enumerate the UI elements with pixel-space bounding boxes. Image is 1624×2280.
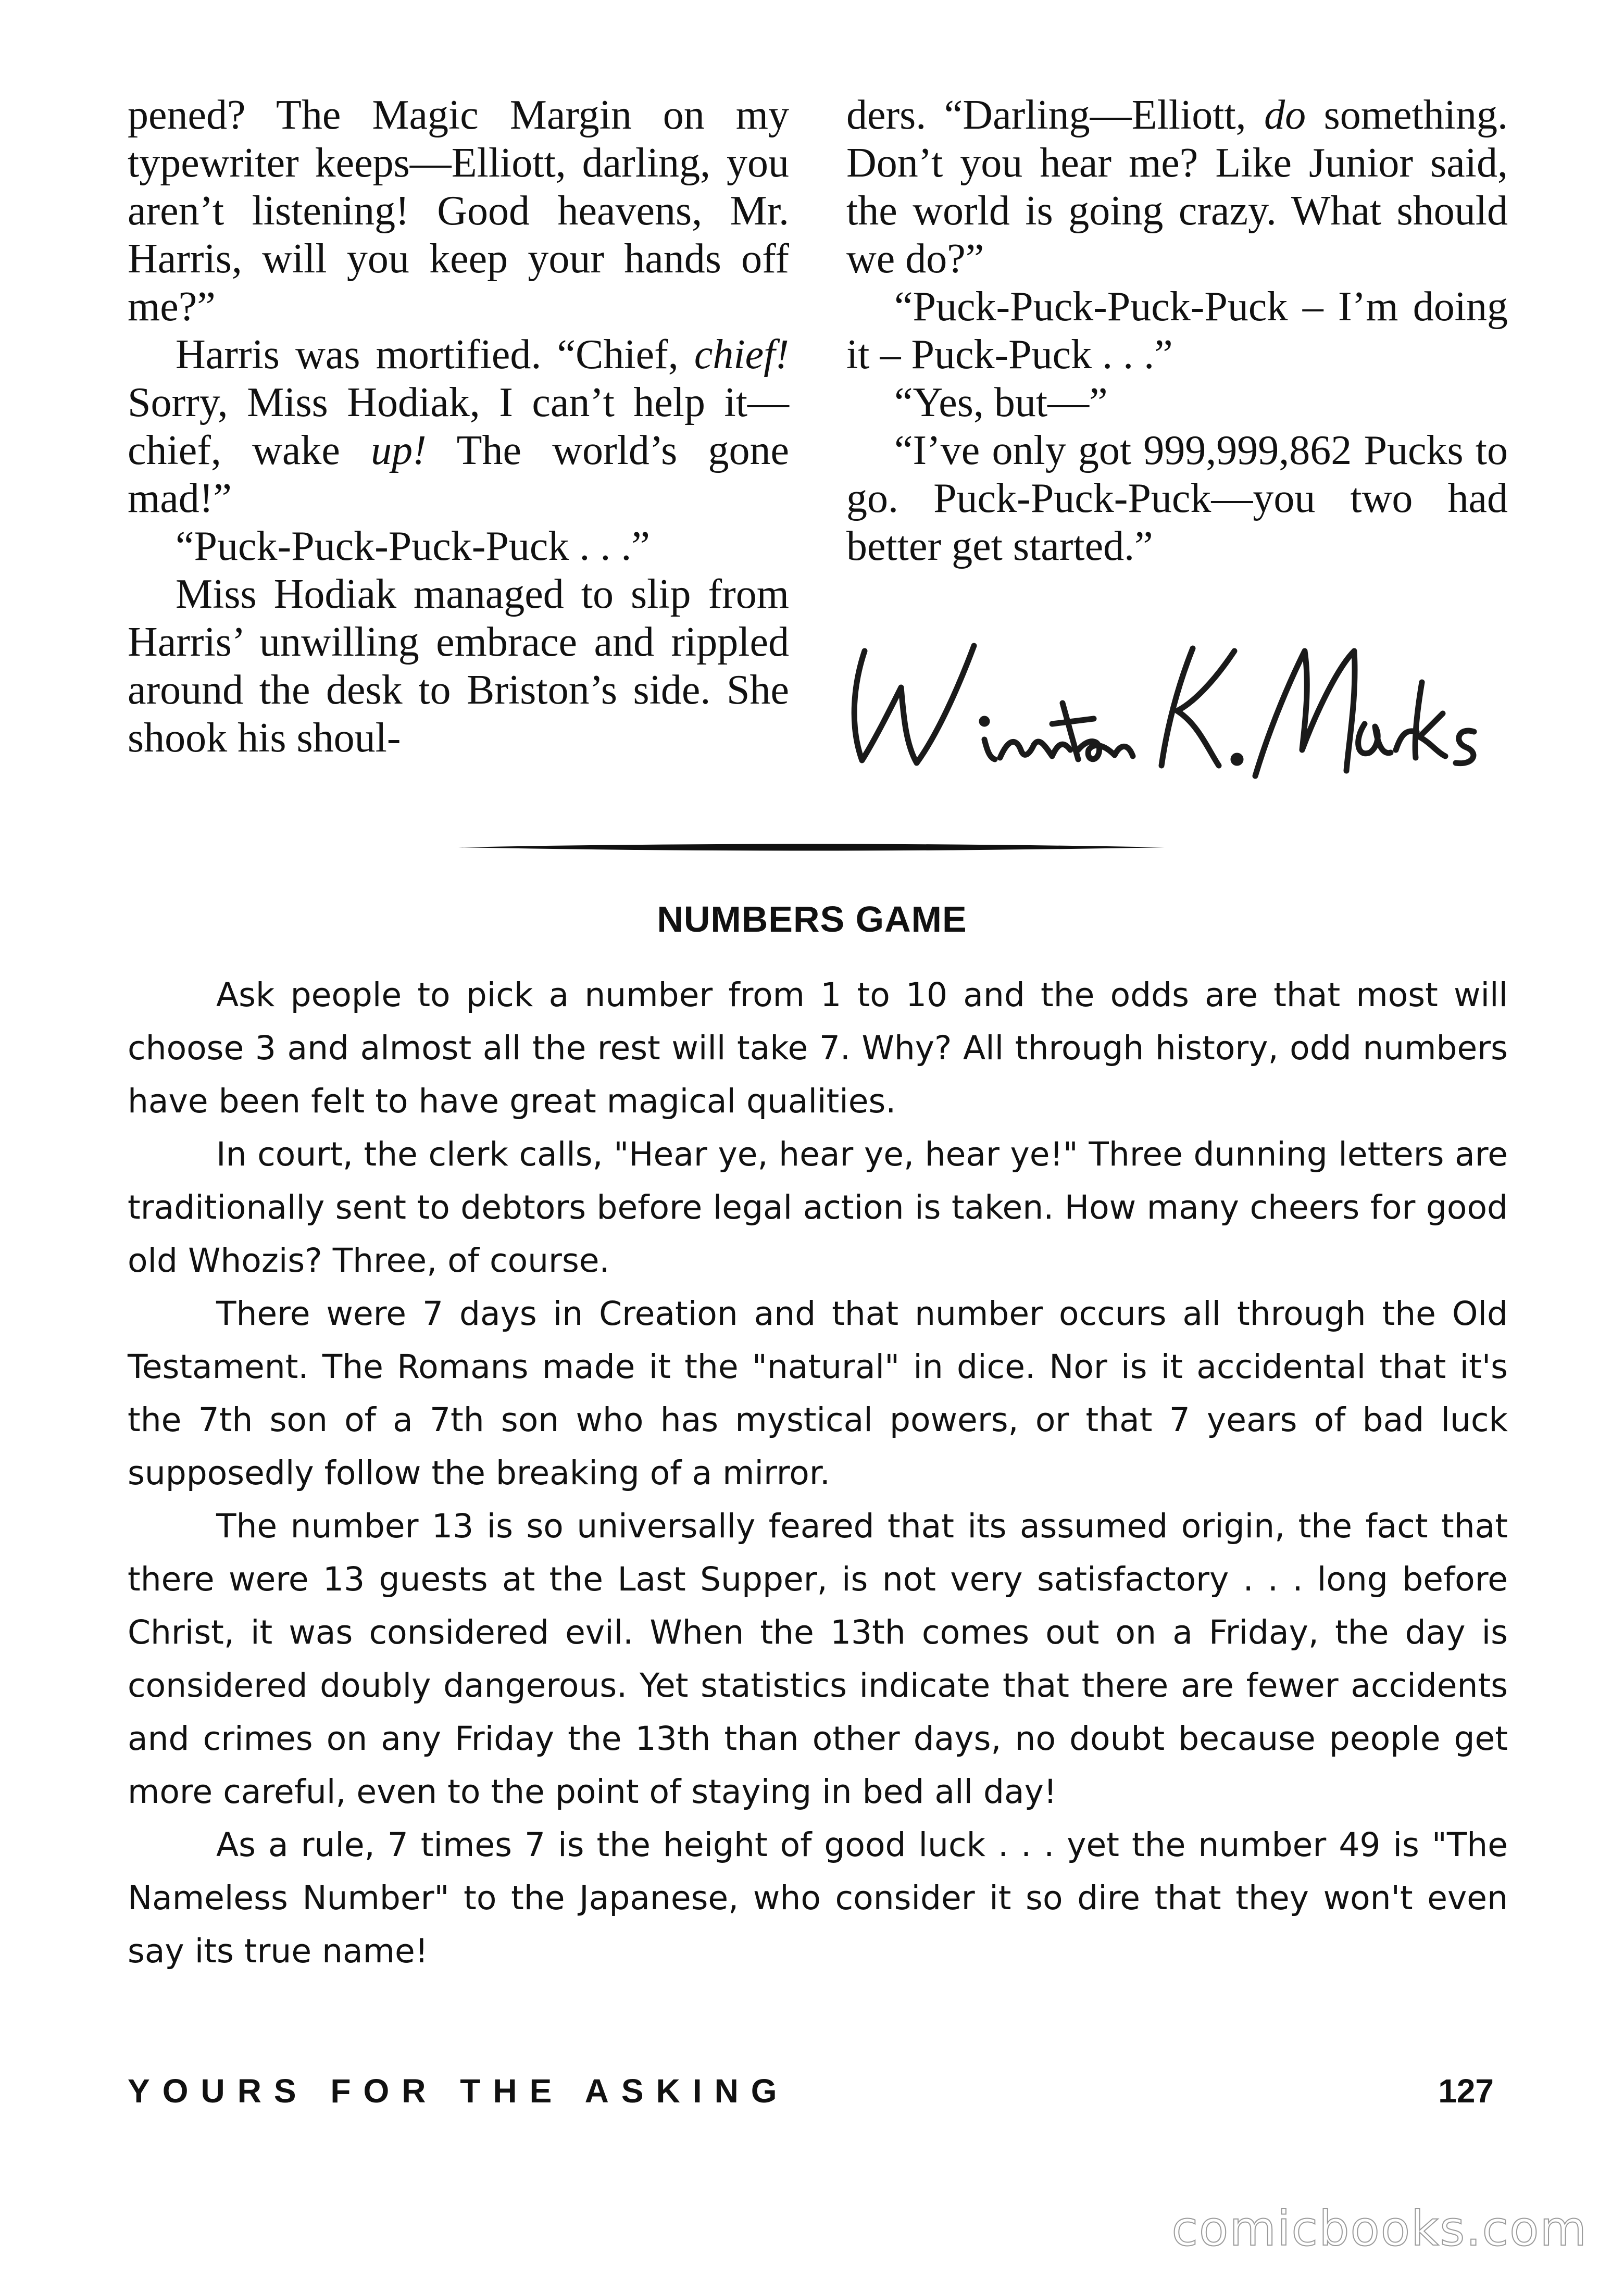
section-divider — [458, 842, 1165, 853]
article-paragraph: In court, the clerk calls, "Hear ye, hear ye, hear ye!" Three dunning letters are traditionally sent to debtors before legal action is taken. How many cheers for good old Whozis? Three, of course. — [128, 1135, 1508, 1280]
italic-text: up! — [371, 428, 427, 473]
publication-title: YOURS FOR THE ASKING — [128, 2072, 790, 2110]
article-paragraph: Ask people to pick a number from 1 to 10 and the odds are that most will choose 3 and almost all the rest will take 7. Why? All through history, odd numbers have been felt to have great magical qualities. — [128, 976, 1508, 1120]
italic-text: chief! — [694, 332, 789, 378]
story-text: “Yes, but—” — [894, 380, 1108, 425]
story-text: Miss Hodiak managed to slip from Harris’ unwilling embrace and rippled around the desk to Briston’s side. She shook his shoul- — [128, 571, 789, 761]
story-text: something. Don’t you hear me? Like Junior said, the world is going crazy. What should we do?” — [846, 92, 1508, 282]
page-number: 127 — [1438, 2072, 1494, 2110]
story-text: pened? The Magic Margin on my typewriter keeps—Elliott, darling, you aren’t listening! Good heavens, Mr. Harris, will you keep your hands off me?” — [128, 92, 789, 330]
article-paragraph: As a rule, 7 times 7 is the height of good luck . . . yet the number 49 is "The Nameless Number" to the Japanese, who consider it so dire that they won't even say its true name! — [128, 1826, 1508, 1970]
story-paragraph — [128, 91, 789, 331]
story-paragraph — [128, 570, 789, 762]
article-body — [128, 969, 1508, 1978]
story-text: “Puck-Puck-Puck-Puck . . .” — [176, 523, 650, 569]
article-title: NUMBERS GAME — [657, 899, 967, 939]
story-paragraph — [846, 379, 1508, 427]
signature-image — [833, 620, 1521, 797]
story-paragraph — [128, 331, 789, 522]
story-text: Harris was mortified. “Chief, — [176, 332, 694, 378]
watermark: comicbooks.com — [1171, 2201, 1588, 2257]
story-paragraph — [846, 283, 1508, 379]
story-text: “Puck-Puck-Puck-Puck – I’m doing it – Puck-Puck . . .” — [846, 284, 1508, 378]
story-text: ders. “Darling—Elliott, — [846, 92, 1265, 138]
article-paragraph: There were 7 days in Creation and that number occurs all through the Old Testament. The Romans made it the "natural" in dice. Nor is it accidental that it's the 7th son of a 7th son who has mystical powers, or that 7 years of bad luck supposedly follow the breaking of a mirror. — [128, 1295, 1508, 1492]
story-paragraph — [846, 427, 1508, 570]
story-paragraph — [846, 91, 1508, 283]
story-text: The world’s gone mad!” — [128, 428, 789, 521]
italic-text: do — [1264, 92, 1306, 138]
author-signature — [833, 620, 1521, 797]
story-left-column — [128, 91, 789, 762]
story-text: Sorry, Miss Hodiak, I can’t help it—chief, wake — [128, 380, 789, 473]
article-paragraph: The number 13 is so universally feared that its assumed origin, the fact that there were 13 guests at the Last Supper, is not very satisfactory . . . long before Christ, it was considered evil. When the 13th comes out on a Friday, the day is considered doubly dangerous. Yet statistics indicate that there are fewer accidents and crimes on any Friday the 13th than other days, no doubt because people get more careful, even to the point of staying in bed all day! — [128, 1507, 1508, 1811]
story-paragraph — [128, 522, 789, 570]
story-text: “I’ve only got 999,999,862 Pucks to go. Puck-Puck-Puck—you two had better get started.” — [846, 428, 1508, 569]
